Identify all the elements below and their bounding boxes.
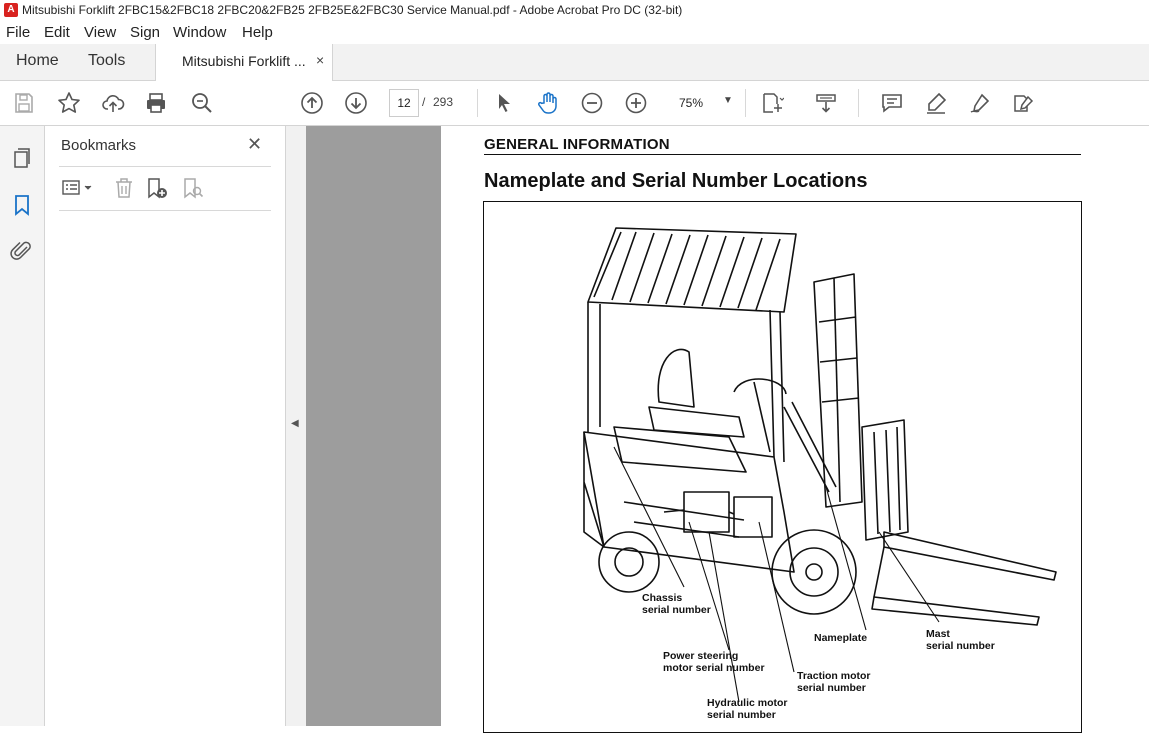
acrobat-icon: A xyxy=(4,3,18,17)
tab-tools[interactable]: Tools xyxy=(88,52,126,69)
label-chassis-text: Chassis serial number xyxy=(642,592,711,616)
new-bookmark-icon[interactable] xyxy=(145,176,169,200)
forklift-illustration xyxy=(484,202,1081,732)
page-number-input[interactable]: 12 xyxy=(389,89,419,117)
toolbar-divider xyxy=(745,89,746,117)
page-separator: / xyxy=(422,95,426,109)
left-rail xyxy=(0,126,45,726)
tab-document[interactable] xyxy=(155,44,333,81)
title-bar xyxy=(0,0,1149,23)
chevron-down-icon: ▼ xyxy=(723,95,733,106)
hand-tool-icon[interactable] xyxy=(536,91,560,115)
toolbar-divider xyxy=(858,89,859,117)
draw-sign-icon[interactable] xyxy=(968,91,992,115)
zoom-search-icon[interactable] xyxy=(190,91,214,115)
menu-edit[interactable]: Edit xyxy=(44,24,70,41)
bookmarks-title: Bookmarks xyxy=(61,137,137,154)
zoom-in-icon[interactable] xyxy=(624,91,648,115)
label-mast xyxy=(926,628,995,652)
star-icon[interactable] xyxy=(57,91,81,115)
label-hydraulic-text: Hydraulic motor serial number xyxy=(707,697,788,721)
forklift-figure xyxy=(483,201,1082,733)
zoom-select[interactable] xyxy=(665,89,739,115)
comment-icon[interactable] xyxy=(880,91,904,115)
divider xyxy=(59,210,271,211)
fill-sign-icon[interactable] xyxy=(1012,91,1036,115)
menu-window[interactable]: Window xyxy=(173,24,227,41)
label-power-steering xyxy=(663,650,765,674)
panel-collapse-strip[interactable] xyxy=(286,126,306,726)
scroll-mode-icon[interactable] xyxy=(814,91,838,115)
heading-rule xyxy=(484,154,1081,155)
label-chassis xyxy=(642,592,711,616)
label-nameplate-text: Nameplate xyxy=(814,632,868,644)
save-icon[interactable] xyxy=(12,91,36,115)
menu-sign[interactable]: Sign xyxy=(130,24,161,41)
label-power-steering-text: Power steering motor serial number xyxy=(663,650,765,674)
find-bookmark-icon[interactable] xyxy=(181,176,205,200)
zoom-out-icon[interactable] xyxy=(580,91,604,115)
page-display-icon[interactable] xyxy=(760,91,784,115)
page-count: 293 xyxy=(433,95,454,109)
document-tab-label: Mitsubishi Forklift ... xyxy=(182,53,306,69)
attachments-icon[interactable] xyxy=(10,239,34,263)
next-page-icon[interactable] xyxy=(344,91,368,115)
menu-bar xyxy=(0,22,1149,44)
collapse-left-icon[interactable]: ◀ xyxy=(291,418,299,429)
label-nameplate xyxy=(814,632,867,644)
page-title: Nameplate and Serial Number Locations xyxy=(484,170,868,192)
select-cursor-icon[interactable] xyxy=(492,91,516,115)
menu-file[interactable]: File xyxy=(6,24,31,41)
bookmarks-panel-icon[interactable] xyxy=(10,193,34,217)
label-traction-text: Traction motor serial number xyxy=(797,670,871,694)
toolbar xyxy=(0,81,1149,126)
pdf-page xyxy=(441,126,1149,726)
tab-home[interactable]: Home xyxy=(16,52,59,69)
toolbar-divider xyxy=(477,89,478,117)
section-heading: GENERAL INFORMATION xyxy=(484,136,670,153)
label-mast-text: Mast serial number xyxy=(926,628,995,652)
bookmarks-panel xyxy=(45,126,286,726)
tab-bar xyxy=(0,44,1149,81)
menu-view[interactable]: View xyxy=(84,24,117,41)
window-title: Mitsubishi Forklift 2FBC15&2FBC18 2FBC20&2FB25 2FB25E&2FBC30 Service Manual.pdf - Adobe Acrobat Pro DC (32-bit) xyxy=(22,3,683,17)
menu-help[interactable]: Help xyxy=(242,24,273,41)
close-tab-icon[interactable]: × xyxy=(316,52,325,68)
upload-cloud-icon[interactable] xyxy=(101,91,125,115)
label-traction xyxy=(797,670,871,694)
divider xyxy=(59,166,271,167)
zoom-value: 75% xyxy=(679,96,704,110)
close-panel-icon[interactable]: ✕ xyxy=(247,134,263,154)
delete-bookmark-icon[interactable] xyxy=(112,176,136,200)
print-icon[interactable] xyxy=(144,91,168,115)
bookmark-options-icon[interactable] xyxy=(61,176,97,200)
page-thumbnails-icon[interactable] xyxy=(10,146,34,170)
previous-page-icon[interactable] xyxy=(300,91,324,115)
document-viewer[interactable] xyxy=(306,126,1149,726)
label-hydraulic xyxy=(707,697,788,721)
highlight-pen-icon[interactable] xyxy=(924,91,948,115)
